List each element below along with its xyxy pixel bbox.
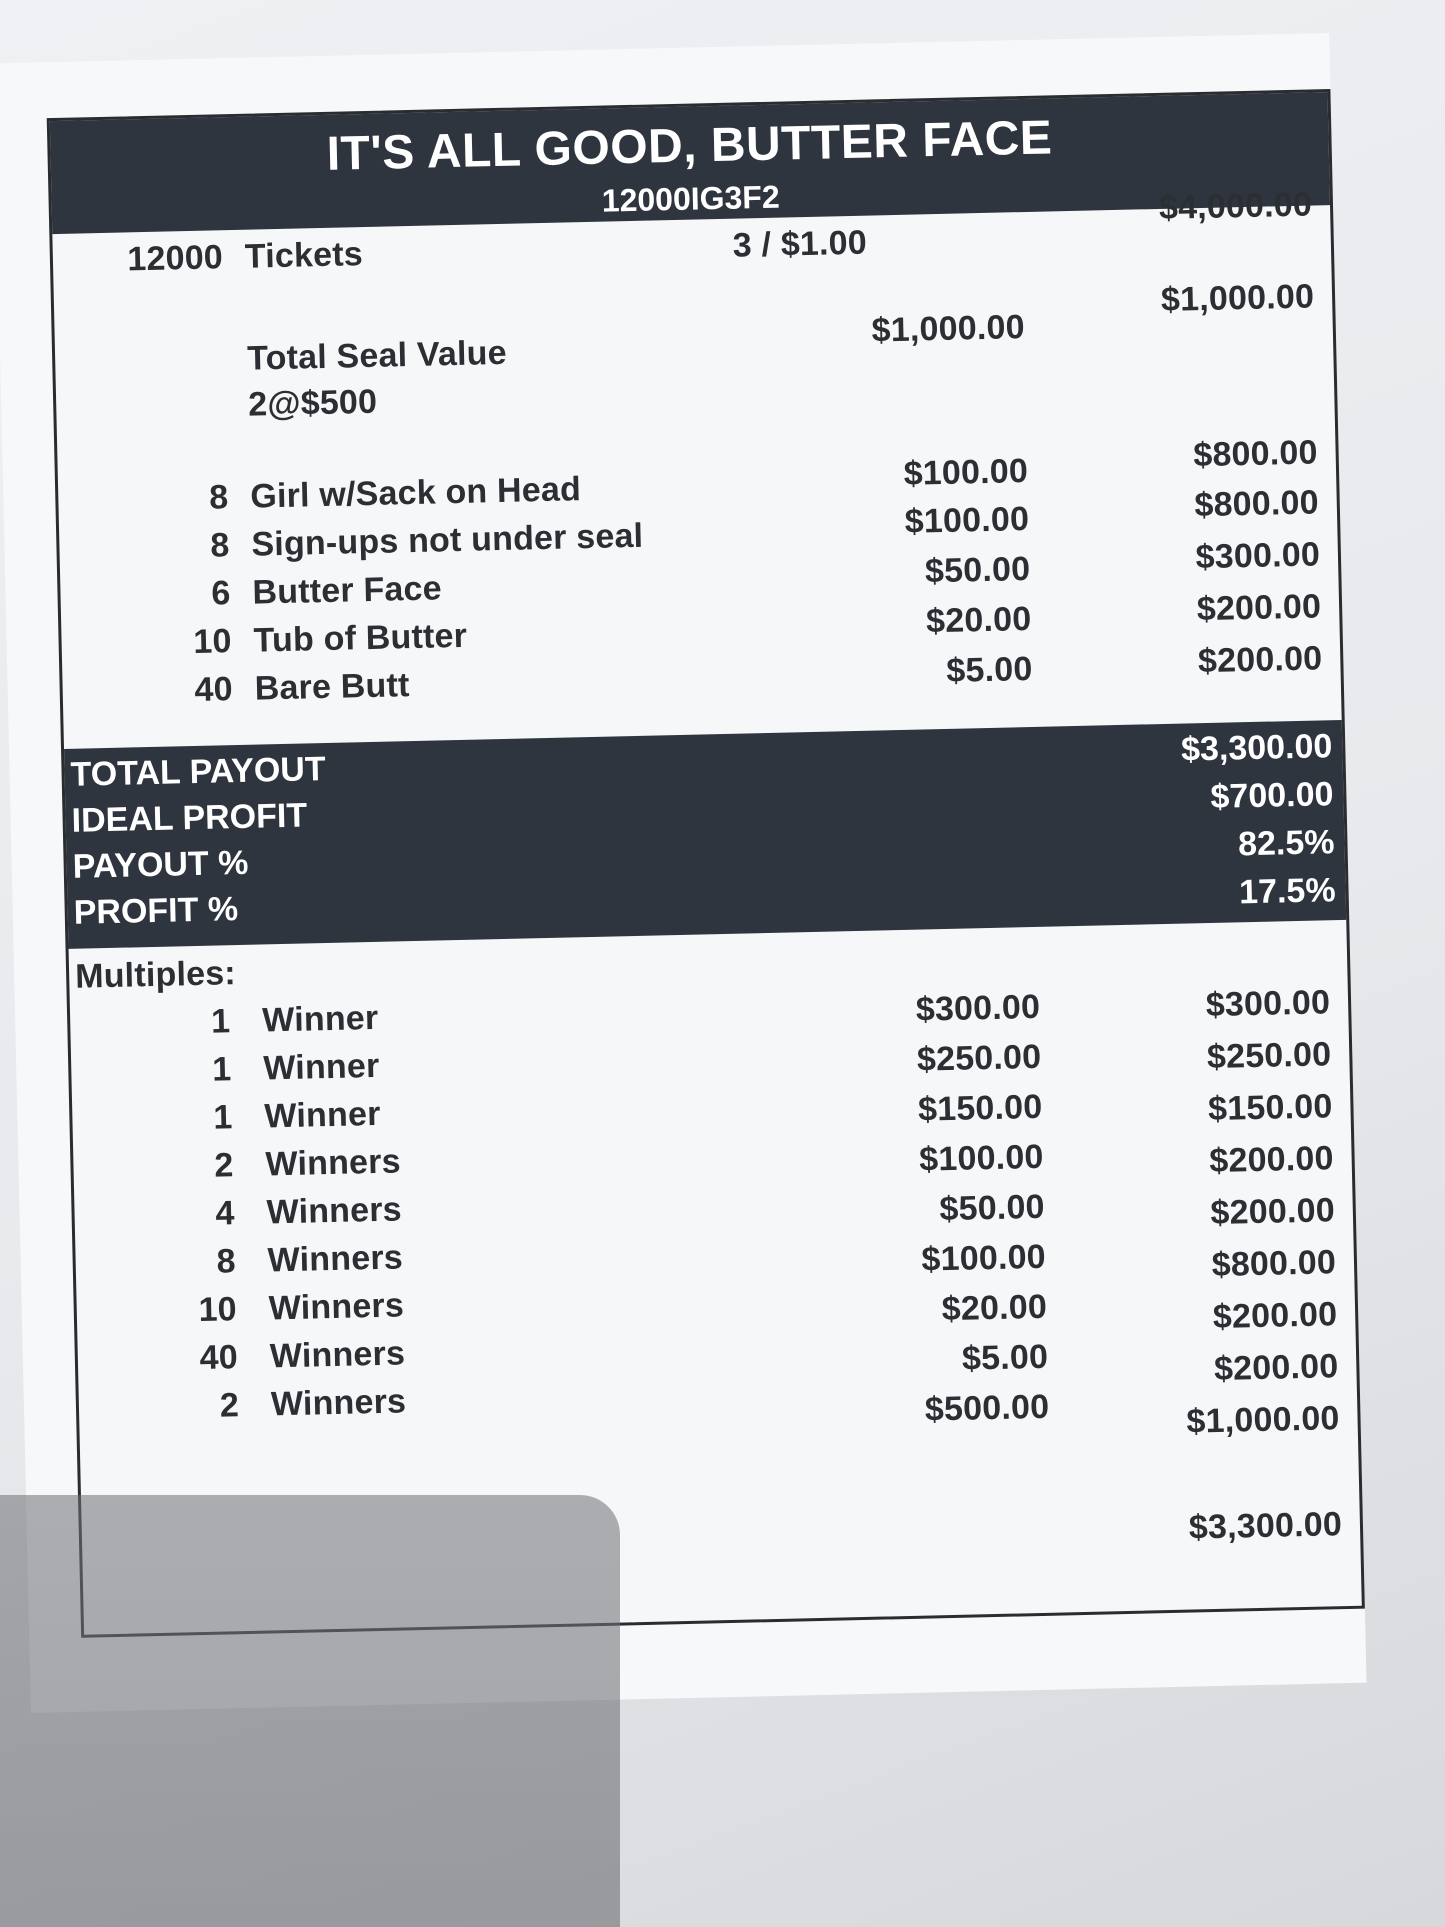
- multiple-total: $200.00: [1213, 1347, 1339, 1389]
- prize-name: Tub of Butter: [253, 616, 468, 660]
- multiple-qty: 1: [212, 1098, 233, 1137]
- prize-qty: 8: [209, 526, 230, 565]
- prize-qty: 8: [208, 478, 229, 517]
- multiple-qty: 10: [198, 1290, 238, 1330]
- multiple-total: $200.00: [1210, 1191, 1336, 1233]
- prize-total: $300.00: [1195, 535, 1321, 577]
- multiple-label: Winners: [267, 1238, 404, 1280]
- seal-value: $1,000.00: [871, 308, 1026, 350]
- multiple-amount: $5.00: [961, 1337, 1049, 1378]
- multiple-label: Winner: [262, 1046, 380, 1088]
- multiple-total: $200.00: [1208, 1139, 1335, 1181]
- multiple-qty: 4: [215, 1194, 236, 1233]
- prize-total: $200.00: [1197, 639, 1323, 681]
- multiple-amount: $50.00: [939, 1187, 1046, 1229]
- multiple-qty: 2: [213, 1146, 234, 1185]
- summary-label: PAYOUT %: [72, 843, 249, 886]
- multiple-qty: 40: [199, 1338, 239, 1378]
- summary-label: PROFIT %: [73, 890, 239, 932]
- multiple-label: Winners: [268, 1286, 405, 1328]
- prize-name: Girl w/Sack on Head: [249, 470, 582, 516]
- summary-label: TOTAL PAYOUT: [70, 750, 327, 794]
- seal-label: Total Seal Value: [246, 333, 508, 378]
- multiple-label: Winner: [263, 1094, 381, 1136]
- multiple-label: Winners: [265, 1142, 402, 1184]
- prize-amount: $100.00: [903, 452, 1029, 493]
- multiple-amount: $100.00: [918, 1137, 1044, 1179]
- seal-sub: 2@$500: [247, 382, 378, 424]
- multiple-label: Winners: [270, 1382, 407, 1424]
- multiple-total: $800.00: [1211, 1243, 1337, 1285]
- prize-amount: $20.00: [925, 599, 1032, 641]
- multiple-amount: $100.00: [921, 1237, 1047, 1279]
- multiple-qty: 2: [219, 1386, 240, 1425]
- seal-total: $1,000.00: [1160, 277, 1315, 319]
- prize-qty: 40: [194, 670, 234, 709]
- multiple-amount: $250.00: [916, 1037, 1042, 1079]
- multiple-amount: $150.00: [917, 1087, 1043, 1129]
- prize-total: $200.00: [1196, 587, 1322, 629]
- prize-total: $800.00: [1194, 483, 1320, 525]
- game-title: IT'S ALL GOOD, BUTTER FACE: [326, 111, 1053, 181]
- prize-amount: $5.00: [945, 649, 1033, 690]
- prize-total: $800.00: [1192, 433, 1319, 475]
- form-number: 12000IG3F2: [601, 178, 781, 219]
- multiple-qty: 1: [210, 1002, 231, 1041]
- multiple-qty: 1: [211, 1050, 232, 1089]
- multiple-total: $200.00: [1212, 1295, 1338, 1337]
- prize-amount: $100.00: [904, 499, 1030, 541]
- multiple-qty: 8: [216, 1242, 237, 1281]
- multiple-amount: $300.00: [915, 987, 1041, 1029]
- hand-shadow: [0, 1495, 620, 1927]
- paper-sheet: [0, 33, 1367, 1713]
- multiple-total: $300.00: [1205, 983, 1331, 1025]
- multiple-total: $1,000.00: [1186, 1399, 1340, 1441]
- summary-band: [64, 720, 1346, 949]
- summary-value: $700.00: [1210, 775, 1334, 816]
- multiple-label: Winner: [261, 998, 379, 1040]
- summary-value: $3,300.00: [1180, 727, 1333, 769]
- summary-value: 82.5%: [1237, 823, 1335, 864]
- prize-qty: 10: [192, 622, 233, 661]
- multiple-amount: $500.00: [924, 1387, 1050, 1429]
- ticket-price: 3 / $1.00: [732, 223, 868, 265]
- multiple-amount: $20.00: [941, 1287, 1048, 1329]
- multiple-total: $250.00: [1206, 1035, 1332, 1077]
- grand-total: $3,300.00: [1188, 1505, 1343, 1547]
- ticket-count: 12000: [126, 238, 224, 279]
- prize-amount: $50.00: [924, 549, 1031, 591]
- tickets-label: Tickets: [244, 235, 364, 276]
- multiple-total: $150.00: [1207, 1087, 1333, 1129]
- payout-card: [47, 89, 1365, 1638]
- prize-qty: 6: [210, 574, 231, 613]
- multiple-label: Winners: [269, 1334, 406, 1376]
- multiples-label: Multiples:: [74, 954, 237, 996]
- multiple-label: Winners: [266, 1190, 403, 1232]
- summary-value: 17.5%: [1238, 871, 1336, 912]
- prize-name: Bare Butt: [254, 666, 410, 708]
- ticket-gross-total: $4,000.00: [1158, 185, 1313, 227]
- summary-label: IDEAL PROFIT: [71, 796, 308, 840]
- prize-name: Butter Face: [252, 569, 443, 612]
- prize-name: Sign-ups not under seal: [251, 516, 644, 564]
